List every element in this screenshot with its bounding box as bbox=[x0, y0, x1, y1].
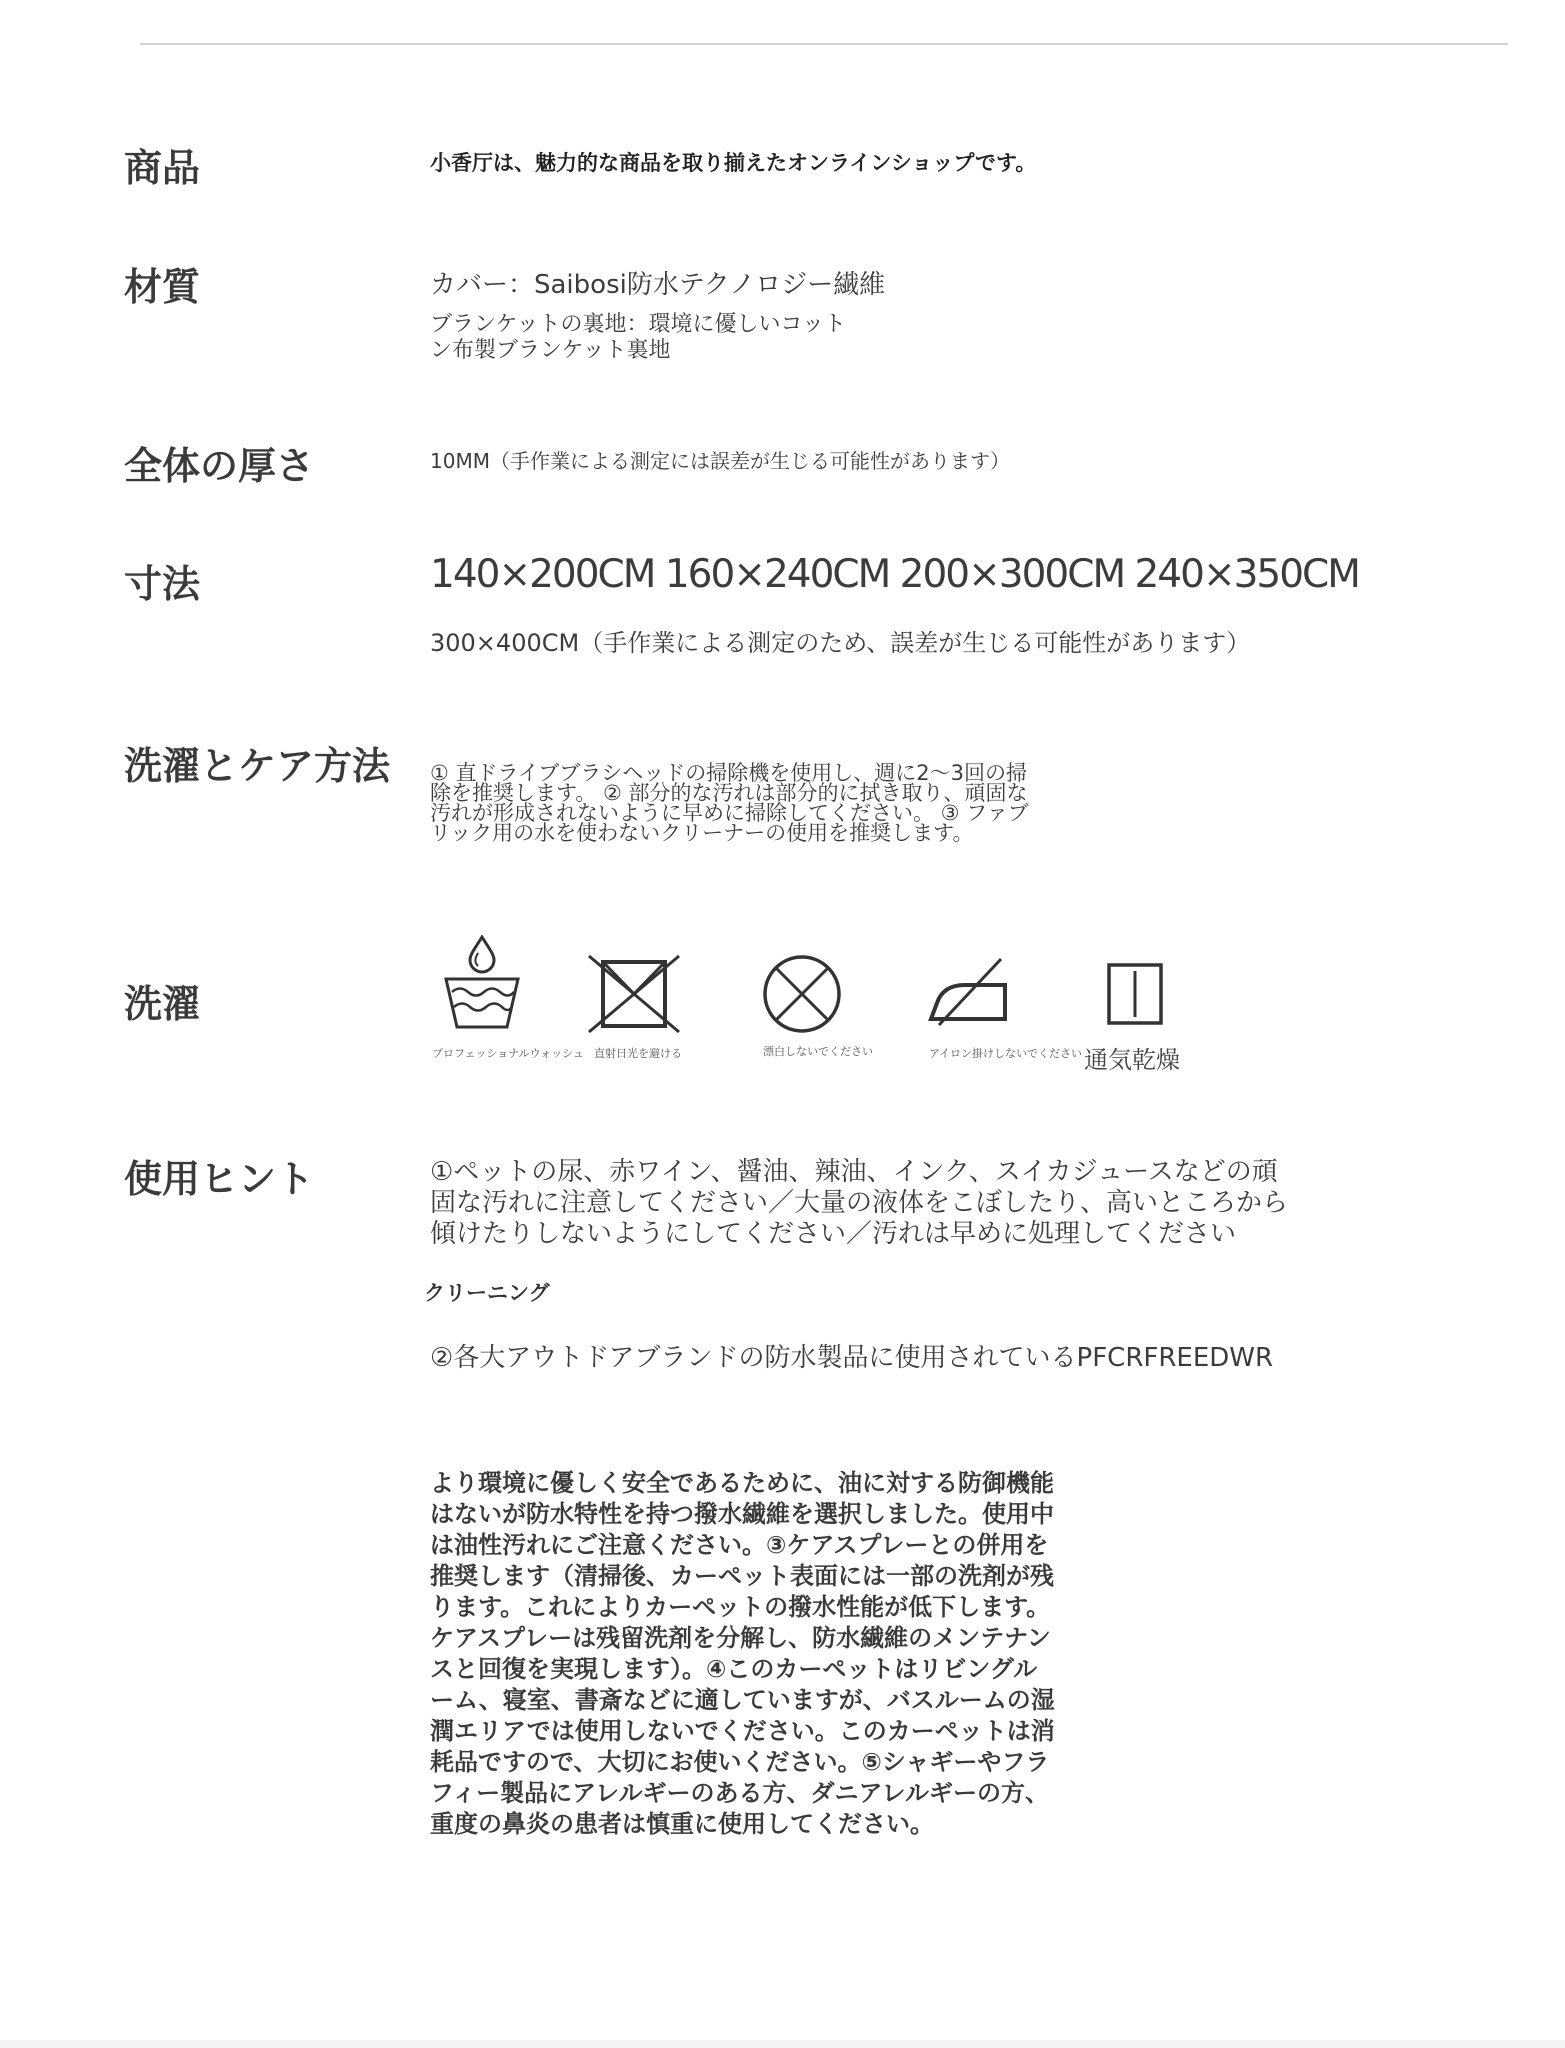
thickness-value: 10MM（手作業による測定には誤差が生じる可能性があります） bbox=[430, 449, 1010, 473]
tip-2: ②各大アウトドアブランドの防水製品に使用されているPFCRFREEDWR bbox=[430, 1343, 1274, 1373]
label-usage-tips: 使用ヒント bbox=[124, 1157, 315, 1201]
product-description: 小香厅は、魅力的な商品を取り揃えたオンラインショップです。 bbox=[430, 151, 1037, 175]
caption-no-direct-sunlight: 直射日光を避ける bbox=[594, 1047, 682, 1060]
label-product: 商品 bbox=[124, 146, 201, 190]
tips-body-line: ーム、寝室、書斎などに適していますが、バスルームの湿 bbox=[430, 1686, 1055, 1714]
care-line: ① 直ドライブブラシヘッドの掃除機を使用し、週に2〜3回の掃 bbox=[430, 761, 1027, 785]
caption-professional-wash: プロフェッショナルウォッシュ bbox=[432, 1047, 585, 1060]
material-cover: カバー：Saibosi防水テクノロジー繊維 bbox=[430, 270, 886, 300]
top-divider bbox=[140, 43, 1508, 45]
dimension-note: 300×400CM（手作業による測定のため、誤差が生じる可能性があります） bbox=[430, 629, 1251, 657]
care-line: リック用の水を使わないクリーナーの使用を推奨します。 bbox=[430, 821, 974, 845]
tips-body-line: ります。これによりカーペットの撥水性能が低下します。 bbox=[430, 1593, 1051, 1621]
tips-body-line: ケアスプレーは残留洗剤を分解し、防水繊維のメンテナン bbox=[430, 1624, 1051, 1652]
caption-ventilated-dry: 通気乾燥 bbox=[1084, 1046, 1180, 1074]
care-line: 汚れが形成されないように早めに掃除してください。 ③ ファブ bbox=[430, 801, 1029, 825]
label-material: 材質 bbox=[124, 265, 201, 309]
no-direct-sunlight-icon bbox=[587, 954, 681, 1034]
caption-do-not-iron: アイロン掛けしないでください bbox=[929, 1047, 1083, 1060]
do-not-bleach-icon bbox=[760, 952, 844, 1036]
professional-wash-icon bbox=[440, 935, 524, 1031]
material-lining bbox=[430, 312, 846, 364]
bottom-strip bbox=[0, 2040, 1565, 2048]
tip-1 bbox=[430, 1157, 1288, 1250]
care-line: 除を推奨します。 ② 部分的な汚れは部分的に拭き取り、頑固な bbox=[430, 781, 1028, 805]
material-lining-line: ン布製ブランケット裏地 bbox=[430, 338, 671, 363]
tips-body-line: フィー製品にアレルギーのある方、ダニアレルギーの方、 bbox=[430, 1779, 1049, 1807]
tips-body-line: 耗品ですので、大切にお使いください。⑤シャギーやフラ bbox=[430, 1748, 1050, 1776]
label-dimensions: 寸法 bbox=[124, 562, 201, 606]
tips-body-line: スと回復を実現します）。④このカーペットはリビングル bbox=[430, 1655, 1038, 1683]
tips-body-line: はないが防水特性を持つ撥水繊維を選択しました。使用中 bbox=[430, 1500, 1054, 1528]
tips-body-line: は油性汚れにご注意ください。③ケアスプレーとの併用を bbox=[430, 1531, 1049, 1559]
tips-body-line: 推奨します（清掃後、カーペット表面には一部の洗剤が残 bbox=[430, 1562, 1054, 1590]
care-instructions bbox=[430, 763, 1029, 843]
tip-1-line: ①ペットの尿、赤ワイン、醤油、辣油、インク、スイカジュースなどの頑 bbox=[430, 1157, 1278, 1187]
label-care: 洗濯とケア方法 bbox=[124, 744, 391, 788]
cleaning-heading: クリーニング bbox=[424, 1281, 550, 1305]
do-not-iron-icon bbox=[925, 955, 1011, 1029]
tips-body-line: より環境に優しく安全であるために、油に対する防御機能 bbox=[430, 1469, 1054, 1497]
tip-1-line: 固な汚れに注意してください／大量の液体をこぼしたり、高いところから bbox=[430, 1188, 1289, 1218]
tips-body bbox=[430, 1468, 1055, 1840]
tips-body-line: 重度の鼻炎の患者は慎重に使用してください。 bbox=[430, 1810, 934, 1838]
material-lining-line: ブランケットの裏地：環境に優しいコット bbox=[430, 312, 847, 337]
tip-1-line: 傾けたりしないようにしてください／汚れは早めに処理してください bbox=[430, 1219, 1237, 1249]
caption-do-not-bleach: 漂白しないでください bbox=[763, 1045, 873, 1058]
label-thickness: 全体の厚さ bbox=[124, 444, 315, 488]
ventilated-dry-icon bbox=[1106, 962, 1164, 1026]
dimension-sizes: 140×200CM 160×240CM 200×300CM 240×350CM bbox=[430, 552, 1359, 597]
tips-body-line: 潤エリアでは使用しないでください。このカーペットは消 bbox=[430, 1717, 1055, 1745]
label-wash: 洗濯 bbox=[124, 982, 201, 1026]
